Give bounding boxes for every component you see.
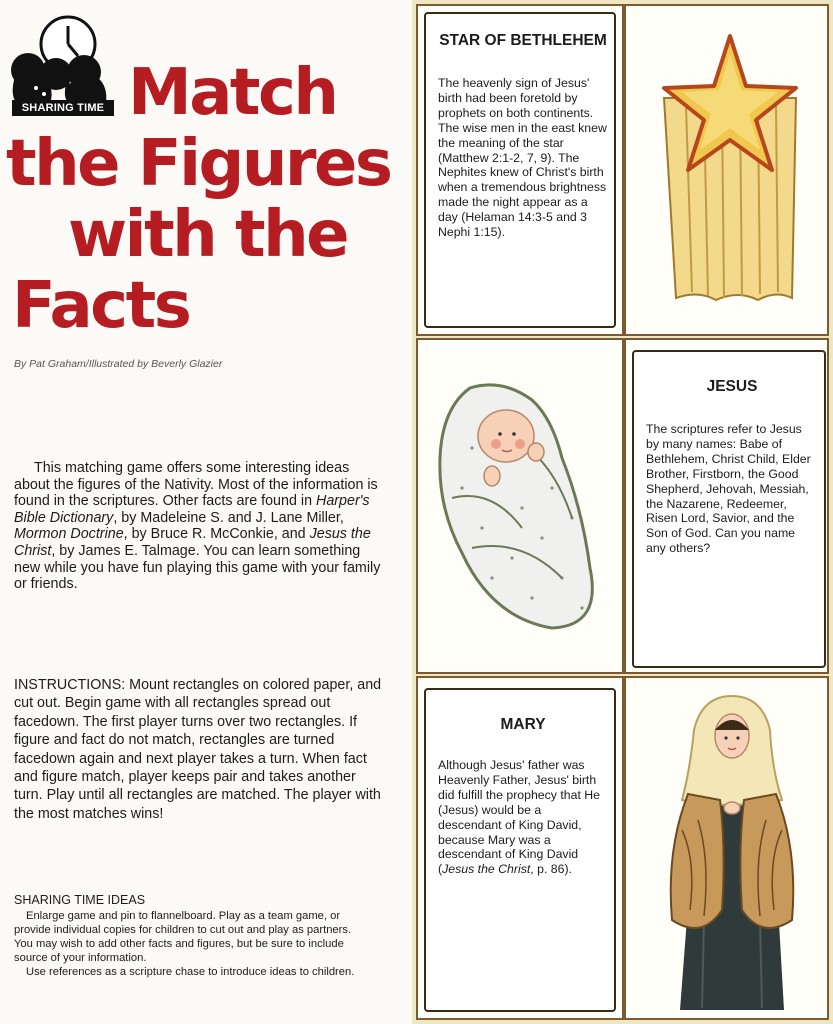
sharing-time-label: SHARING TIME xyxy=(12,100,114,116)
title-line-3: with the xyxy=(68,198,348,272)
intro-text-1: This matching game offers some interesting ideas about the figures of the Nativity. Most of the information is found in the scriptures. Other facts are found in xyxy=(14,460,378,510)
sharing-ideas-paragraph-1: Enlarge game and pin to flannelboard. Play as a team game, or provide individual copies for children to cut out and play as partners. You may wish to add other facts and figures, but be sure to include source of your information. xyxy=(14,910,352,964)
instructions: INSTRUCTIONS: Mount rectangles on colored paper, and cut out. Begin game with all rectangles spread out facedown. The first player turns over two rectangles. If figure and fact do not match, rectangles are turned facedown again and next player takes a turn. When fact and figure match, player keeps pair and takes another turn. Play until all rectangles are matched. The player with the most matches wins! xyxy=(14,677,382,822)
jesus-fact-body: The scriptures refer to Jesus by many names: Babe of Bethlehem, Christ Child, Elder Brother, Firstborn, the Good Shepherd, Jehovah, Messiah, the Nazarene, Redeemer, Risen Lord, Savior, and the Son of God. Can you name any others? xyxy=(646,422,811,556)
title-line-1: Match xyxy=(128,56,337,130)
jesus-fact-card[interactable] xyxy=(632,350,826,668)
intro-paragraph xyxy=(14,460,386,593)
mary-fact-reference: Jesus the Christ xyxy=(442,862,531,877)
jesus-figure-cell[interactable] xyxy=(416,338,624,674)
star-fact-body: The heavenly sign of Jesus' birth had been foretold by prophets on both continents. The wise men in the east knew the meaning of the star (Matthew 2:1-2, 7, 9). The Nephites knew of Christ's birth when a tremendous brightness made the night appear as a day (Helaman 14:3-5 and 3 Nephi 1:15). xyxy=(438,76,607,240)
intro-text-3: , by Bruce R. McConkie, and xyxy=(123,526,310,543)
byline: By Pat Graham/Illustrated by Beverly Glazier xyxy=(14,358,223,370)
star-fact-title: STAR OF BETHLEHEM xyxy=(439,32,607,49)
intro-book-1: Harper's Bible Dictionary xyxy=(14,493,370,526)
intro-book-3: Jesus the Christ xyxy=(14,526,371,559)
mary-fact-card[interactable] xyxy=(424,688,616,1012)
star-figure-cell[interactable] xyxy=(624,4,829,336)
star-fact-card[interactable] xyxy=(424,12,616,328)
mary-fact-title: MARY xyxy=(500,716,546,733)
game-board xyxy=(412,0,833,1024)
intro-text-2: , by Madeleine S. and J. Lane Miller, xyxy=(113,509,344,526)
intro-book-2: Mormon Doctrine xyxy=(14,526,124,543)
baby-jesus-icon xyxy=(432,378,612,640)
star-of-bethlehem-icon xyxy=(646,28,806,308)
jesus-fact-title: JESUS xyxy=(706,378,758,395)
sharing-ideas-paragraph-2: Use references as a scripture chase to introduce ideas to children. xyxy=(26,966,355,978)
mary-figure-cell[interactable] xyxy=(624,676,829,1020)
page-title xyxy=(6,58,411,342)
sharing-ideas xyxy=(14,909,364,979)
title-line-2: the Figures xyxy=(6,127,391,201)
title-line-4: Facts xyxy=(12,269,190,343)
intro-text-4: , by James E. Talmage. You can learn something new while you have fun playing this game with your family or friends. xyxy=(14,542,381,593)
mary-icon xyxy=(662,690,802,1014)
sharing-ideas-heading: SHARING TIME IDEAS xyxy=(14,893,146,907)
mary-fact-body xyxy=(438,758,608,877)
mary-fact-text-1: Although Jesus' father was Heavenly Father, Jesus' birth did fulfill the prophecy that He (Jesus) would be a descendant of King David, because Mary was a descendant of King David ( xyxy=(438,758,601,877)
mary-fact-text-2: , p. 86). xyxy=(530,862,572,877)
